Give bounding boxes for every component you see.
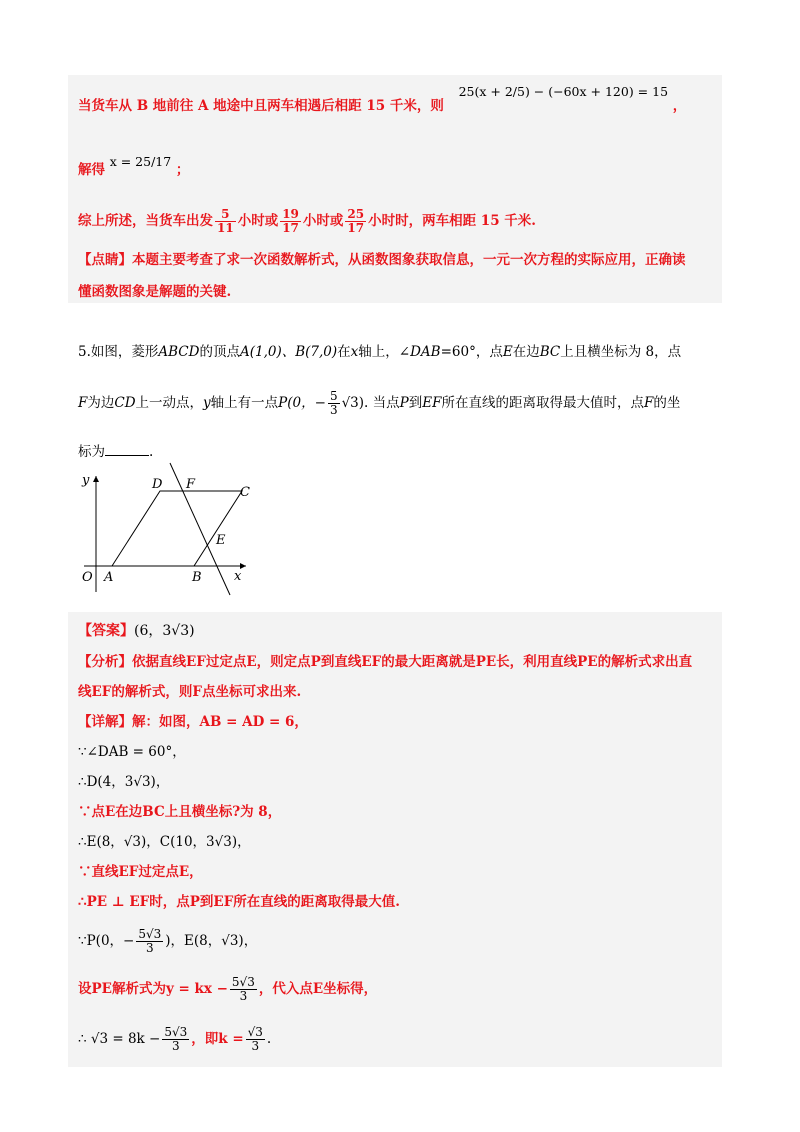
detail-text-9a: 设PE解析式为y = kx − [78,981,228,997]
q5-text: 轴上有一点 [210,395,279,411]
prev-equation-2: x = 25/17 [109,154,172,169]
q5-angle-name: DAB [410,344,441,360]
q5-point-p: P(0，− [278,395,326,411]
label-a: A [104,570,114,585]
frac-num: √3 [247,1025,263,1039]
detail-line-10 [78,1026,271,1053]
answer-line [78,621,195,641]
fraction-5-3 [328,390,340,417]
label-b: B [192,570,202,585]
answer-value: (6，3√3) [134,623,195,639]
prev-line-3-a: 综上所述，当货车出发 [78,213,213,229]
label-f: F [186,477,196,492]
frac-den: 3 [145,941,154,955]
frac-num: 5 [215,208,236,222]
answer-blank [105,442,149,456]
prev-line-1-text: 当货车从 B 地前往 A 地途中且两车相遇后相距 15 千米，则 [78,98,444,114]
q5-side-bc: BC [539,344,561,360]
q5-text: . 当点 [364,395,400,411]
q5-var-y: y [203,395,211,411]
q5-text: =60°，点 [440,344,503,360]
q5-var-x: x [350,344,359,360]
q5-text: 为边 [87,395,115,411]
rhombus-figure [74,460,264,600]
detail-line-9 [78,976,377,1003]
q5-points-ab: A(1,0)、B(7,0) [239,344,338,360]
q5-text: 所在直线的距离取得最大值时，点 [441,395,644,411]
q5-text: 在 [337,344,351,360]
q5-text: 标为 [78,444,105,460]
label-y: y [82,473,90,488]
q5-text: 5.如图，菱形 [78,344,159,360]
q5-point-f2: F [643,395,654,411]
answer-tag: 【答案】 [78,623,134,639]
fraction-5-11 [215,208,236,235]
detail-line-5: ∴E(8，√3)，C(10，3√3)， [78,834,251,850]
detail-text-8a: ∵P(0，− [78,933,135,949]
prev-line-3-b: 小时或 [237,213,279,229]
q5-point-p2: P [399,395,409,411]
frac-den: 17 [282,221,299,235]
frac-num: 19 [282,207,299,221]
prev-line-3-d: 小时时，两车相距 15 千米. [368,213,536,229]
label-x: x [234,569,242,584]
detail-text-8b: )，E(8，√3)， [165,933,258,949]
prev-equation-1: 25(x + 2/5) − (−60x + 120) = 15 [458,84,669,99]
q5-text: 在边 [512,344,540,360]
detail-line-7: ∴PE ⊥ EF时，点P到EF所在直线的距离取得最大值. [78,894,400,910]
fraction-19-17 [280,208,301,235]
q5-text: 的顶点 [199,344,240,360]
detail-line-2: ∵∠DAB = 60°， [78,744,186,760]
q5-rhombus-name: ABCD [158,344,200,360]
prev-line-1-end: ， [672,98,687,114]
prev-note-line-1: 【点睛】本题主要考查了求一次函数解析式，从函数图象获取信息，一元一次方程的实际应用，正确读 [78,252,686,268]
question-5-line-2 [78,390,680,417]
detail-line-6: ∵直线EF过定点E， [78,864,203,880]
analysis-line-2: 线EF的解析式，则F点坐标可求出来. [78,684,302,700]
label-d: D [152,477,163,492]
label-c: C [240,485,250,500]
label-o: O [82,570,93,585]
q5-text: 上一动点， [135,395,204,411]
q5-point-e: E [502,344,513,360]
label-e: E [216,533,226,548]
prev-line-1 [78,84,687,116]
prev-line-2 [78,154,190,180]
q5-side-cd: CD [114,395,136,411]
q5-text: 到 [408,395,423,411]
prev-line-3-c: 小时或 [302,213,344,229]
fraction-25-17 [345,208,366,235]
detail-line-1 [78,712,308,732]
frac-num: 5√3 [164,1025,188,1039]
q5-text: 的坐 [653,395,681,411]
frac-den: 3 [171,1039,180,1053]
frac-num: 5√3 [231,975,255,989]
fraction-5sqrt3-3 [230,976,257,1003]
q5-line-ef: EF [422,395,442,411]
frac-num: 5√3 [138,927,162,941]
detail-line-8 [78,928,257,955]
frac-den: 17 [347,221,365,235]
fraction-5sqrt3-3 [136,928,163,955]
frac-den: 3 [251,1039,260,1053]
q5-text: 轴上，∠ [358,344,411,360]
detail-text-10b: ，即k = [191,1031,244,1047]
frac-den: 3 [239,989,248,1003]
detail-tag: 【详解】 [78,714,132,730]
detail-line-3: ∴D(4，3√3)， [78,774,170,790]
prev-note-line-2: 懂函数图象是解题的关键. [78,284,232,300]
prev-line-3 [78,208,536,235]
question-5-line-3 [78,440,153,460]
frac-num: 5 [329,389,338,403]
detail-text-10a: ∴ √3 = 8k − [78,1031,161,1047]
q5-text: . [149,444,154,460]
prev-line-2-end: ； [175,162,190,178]
detail-text-10c: . [266,1031,272,1047]
q5-point-f: F [78,395,88,411]
fraction-5sqrt3-3 [162,1026,189,1053]
prev-line-2-text: 解得 [78,162,105,178]
detail-line-4: ∵点E在边BC上且横坐标?为 8， [78,804,282,820]
fraction-sqrt3-3 [246,1026,265,1053]
detail-text-9b: ，代入点E坐标得， [258,981,378,997]
rhombus-abcd [112,491,242,566]
analysis-line-1: 【分析】依据直线EF过定点E，则定点P到直线EF的最大距离就是PE长，利用直线PE的解析式求出直 [78,654,693,670]
question-5-line-1 [78,340,681,360]
frac-den: 3 [329,403,338,417]
q5-sqrt3: √3) [341,395,365,411]
frac-den: 11 [217,221,234,235]
q5-text: 上且横坐标为 8，点 [560,344,682,360]
detail-text-1: 解：如图，AB = AD = 6， [132,714,308,730]
frac-num: 25 [347,207,365,221]
